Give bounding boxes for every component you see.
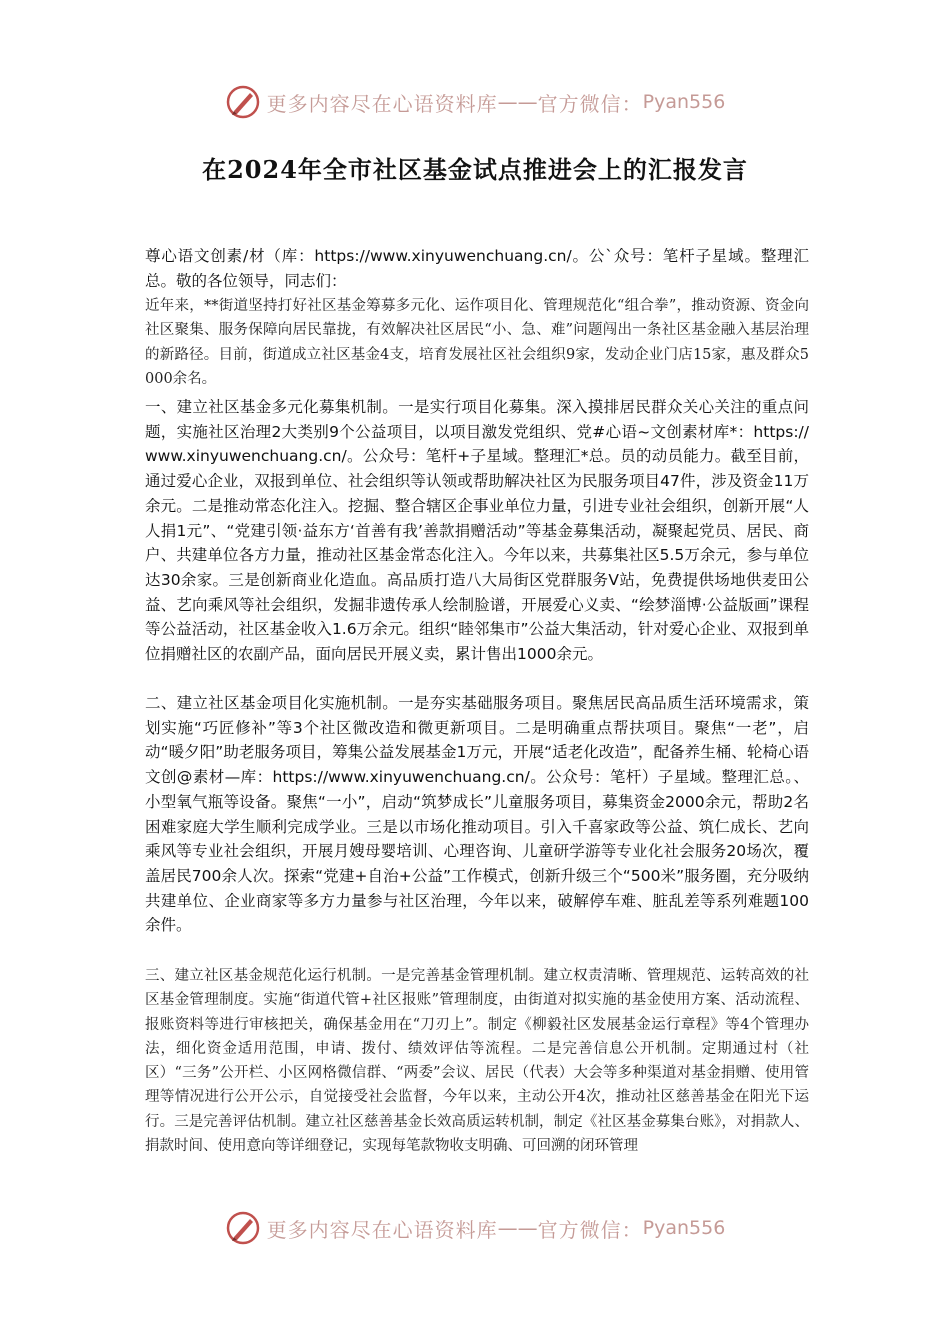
banner-slogan: 更多内容尽在心语资料库 bbox=[266, 91, 498, 116]
banner-slogan: 更多内容尽在心语资料库 bbox=[266, 1217, 498, 1242]
pen-logo-icon bbox=[225, 84, 261, 120]
page-title: 在2024年全市社区基金试点推进会上的汇报发言 bbox=[202, 155, 748, 184]
banner-wechat-label: 官方微信： bbox=[537, 91, 643, 116]
pen-logo-icon bbox=[225, 1210, 261, 1246]
section-two-paragraph: 二、建立社区基金项目化实施机制。一是夯实基础服务项目。聚焦居民高品质生活环境需求，策划实施“巧匠修补”等3个社区微改造和微更新项目。二是明确重点帮扶项目。聚焦“一老”，启动“暖夕阳”助老服务项目，筹集公益发展基金1万元，开展“适老化改造”，配备养生桶、轮椅心语文创@素材—库：https://www.xinyuwenchuang.cn/。公众号：笔杆）子星域。整理汇总。、小型氧气瓶等设备。聚焦“一小”，启动“筑梦成长”儿童服务项目，募集资金2000余元，帮助2名困难家庭大学生顺利完成学业。三是以市场化推动项目。引入千喜家政等公益、筑仁成长、艺向乘风等专业社会组织，开展月嫂母婴培训、心理咨询、儿童研学游等专业化社会服务20场次，覆盖居民700余人次。探索“党建+自治+公益”工作模式，创新升级三个“500米”服务圈，充分吸纳共建单位、企业商家等多方力量参与社区治理，今年以来，破解停车难、脏乱差等系列难题100余件。 bbox=[145, 694, 809, 935]
header-banner bbox=[0, 82, 950, 122]
banner-wechat-id: Pyan556 bbox=[642, 91, 726, 113]
banner-wechat-label: 官方微信： bbox=[537, 1217, 643, 1242]
opening-paragraph: 近年来，**街道坚持打好社区基金筹募多元化、运作项目化、管理规范化“组合拳”，推动资源、资金向社区聚集、服务保障向居民靠拢，有效解决社区居民“小、急、难”问题闯出一条社区基金融入基层治理的新路径。目前，街道成立社区基金4支，培育发展社区社会组织9家，发动企业门店15家，惠及群众5000余名。 bbox=[145, 298, 809, 387]
section-three-paragraph: 三、建立社区基金规范化运行机制。一是完善基金管理机制。建立权责清晰、管理规范、运转高效的社区基金管理制度。实施“街道代管+社区报账”管理制度，由街道对拟实施的基金使用方案、活动流程、报账资料等进行审核把关，确保基金用在“刀刃上”。制定《柳毅社区发展基金运行章程》等4个管理办法，细化资金适用范围，申请、拨付、绩效评估等流程。二是完善信息公开机制。定期通过村（社区）“三务”公开栏、小区网格微信群、“两委”会议、居民（代表）大会等多种渠道对基金捐赠、使用管理等情况进行公开公示，自觉接受社会监督，今年以来，主动公开4次，推动社区慈善基金在阳光下运行。三是完善评估机制。建立社区慈善基金长效高质运转机制，制定《社区基金募集台账》，对捐款人、捐款时间、使用意向等详细登记，实现每笔款物收支明确、可回溯的闭环管理 bbox=[145, 968, 809, 1155]
footer-banner bbox=[0, 1208, 950, 1248]
section-one-paragraph: 一、建立社区基金多元化募集机制。一是实行项目化募集。深入摸排居民群众关心关注的重点问题，实施社区治理2大类别9个公益项目，以项目激发党组织、党#心语~文创素材库*：https://www.xinyuwenchuang.cn/。公众号：笔杆+子星域。整理汇*总。员的动员能力。截至目前，通过爱心企业，双报到单位、社会组织等认领或帮助解决社区为民服务项目47件，涉及资金11万余元。二是推动常态化注入。挖掘、整合辖区企事业单位力量，引进专业社会组织，创新开展“人人捐1元”、“党建引领·益东方‘首善有我’善款捐赠活动”等基金募集活动，凝聚起党员、居民、商户、共建单位各方力量，推动社区基金常态化注入。今年以来，共募集社区5.5万余元，参与单位达30余家。三是创新商业化造血。高品质打造八大局街区党群服务V站，免费提供场地供麦田公益、艺向乘风等社会组织，发掘非遗传承人绘制脸谱，开展爱心义卖、“绘梦淄博·公益版画”课程等公益活动，社区基金收入1.6万余元。组织“睦邻集市”公益大集活动，针对爱心企业、双报到单位捐赠社区的农副产品，面向居民开展义卖，累计售出1000余元。 bbox=[145, 398, 809, 664]
banner-dash: —— bbox=[497, 1216, 538, 1240]
banner-dash: —— bbox=[497, 90, 538, 114]
banner-wechat-id: Pyan556 bbox=[642, 1217, 726, 1239]
intro-paragraph: 尊心语文创素/材（库：https://www.xinyuwenchuang.cn/。公`众号：笔杆子星域。整理汇总。敬的各位领导，同志们： bbox=[145, 247, 809, 290]
